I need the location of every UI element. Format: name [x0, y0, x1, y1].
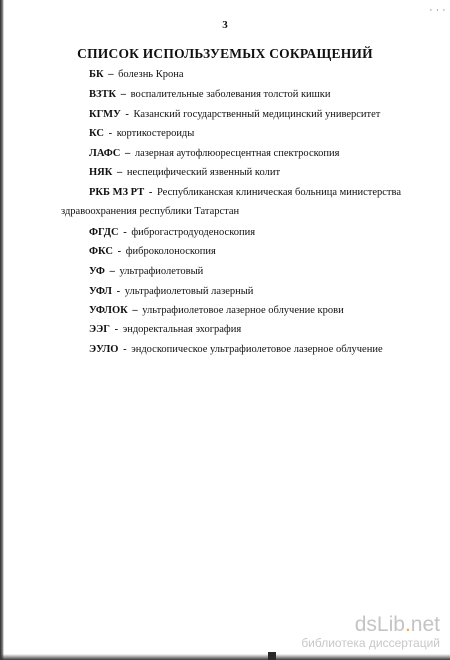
abbreviation-entry [89, 127, 194, 140]
watermark-logo [301, 614, 440, 636]
watermark-dot: . [404, 613, 411, 636]
page-title: СПИСОК ИСПОЛЬЗУЕМЫХ СОКРАЩЕНИЙ [77, 46, 373, 61]
abbreviation-definition: Республиканская клиническая больница министерства [156, 187, 401, 198]
abbreviation-definition: ультрафиолетовый лазерный [124, 286, 254, 297]
abbreviation-definition: болезнь Крона [118, 69, 184, 80]
scan-artifact-mark [268, 652, 276, 660]
abbreviation-entry [89, 245, 216, 258]
abbreviation-definition: Казанский государственный медицинский университет [133, 109, 381, 120]
entry-dash: – [132, 305, 138, 316]
abbreviation-definition: ультрафиолетовое лазерное облучение крови [142, 305, 344, 316]
entry-dash: – [117, 167, 123, 178]
abbreviation-definition: неспецифический язвенный колит [126, 167, 281, 178]
scan-left-edge [0, 0, 4, 660]
entry-dash: - [123, 227, 127, 238]
abbreviation-term: РКБ МЗ РТ [89, 187, 145, 198]
scan-bottom-edge [0, 654, 450, 660]
abbreviation-entry [89, 186, 401, 199]
abbreviation-definition: фиброколоноскопия [125, 246, 216, 257]
abbreviation-definition: воспалительные заболевания толстой кишки [130, 89, 331, 100]
abbreviation-term: БК [89, 69, 104, 80]
abbreviation-entry-continuation: здравоохранения республики Татарстан [61, 206, 240, 217]
abbreviation-entry [89, 108, 380, 121]
abbreviation-term: НЯК [89, 167, 113, 178]
entry-dash: - [114, 324, 119, 335]
abbreviation-entry [89, 265, 203, 278]
entry-dash: - [117, 246, 122, 257]
entry-dash: - [123, 344, 127, 355]
abbreviation-entry [89, 68, 184, 81]
site-watermark [301, 614, 440, 650]
abbreviation-entry [89, 88, 330, 101]
abbreviation-entry [89, 147, 340, 160]
abbreviation-definition: лазерная аутофлюоресцентная спектроскопия [134, 148, 340, 159]
entry-dash: - [108, 128, 113, 139]
abbreviation-definition: фиброгастродуоденоскопия [131, 227, 256, 238]
abbreviation-term: ФГДС [89, 227, 119, 238]
abbreviation-term: ЛАФС [89, 148, 121, 159]
abbreviation-entry [89, 285, 253, 298]
entry-dash: - [125, 109, 129, 120]
abbreviation-definition: эндоскопическое ультрафиолетовое лазерное облучение [131, 344, 383, 355]
abbreviation-term: УФЛОК [89, 305, 128, 316]
abbreviation-entry [89, 304, 344, 317]
watermark-tld: net [410, 613, 440, 636]
scan-artifact-dots: ∙ ∙ ∙ [429, 5, 446, 15]
abbreviation-definition: ультрафиолетовый [119, 266, 204, 277]
abbreviation-term: ЭУЛО [89, 344, 119, 355]
entry-dash: – [108, 69, 114, 80]
abbreviation-term: УФЛ [89, 286, 112, 297]
entry-dash: – [124, 148, 131, 159]
abbreviation-entry [89, 323, 241, 336]
abbreviation-term: ФКС [89, 246, 113, 257]
entry-dash: – [120, 89, 127, 100]
entry-dash: – [109, 266, 115, 277]
entry-dash: - [116, 286, 121, 297]
abbreviation-term: КС [89, 128, 104, 139]
abbreviation-term: КГМУ [89, 109, 121, 120]
page-number: 3 [222, 19, 228, 31]
watermark-brand: dsLib [354, 613, 405, 636]
abbreviation-term: ВЗТК [89, 89, 117, 100]
abbreviation-definition: эндоректальная эхография [122, 324, 242, 335]
abbreviation-definition: кортикостероиды [116, 128, 195, 139]
abbreviation-term: ЭЭГ [89, 324, 110, 335]
abbreviation-entry [89, 166, 280, 179]
watermark-subtitle: библиотека диссертаций [301, 636, 440, 650]
abbreviation-term: УФ [89, 266, 105, 277]
entry-dash: - [148, 187, 153, 198]
abbreviation-entry [89, 343, 383, 356]
abbreviation-entry [89, 226, 255, 239]
